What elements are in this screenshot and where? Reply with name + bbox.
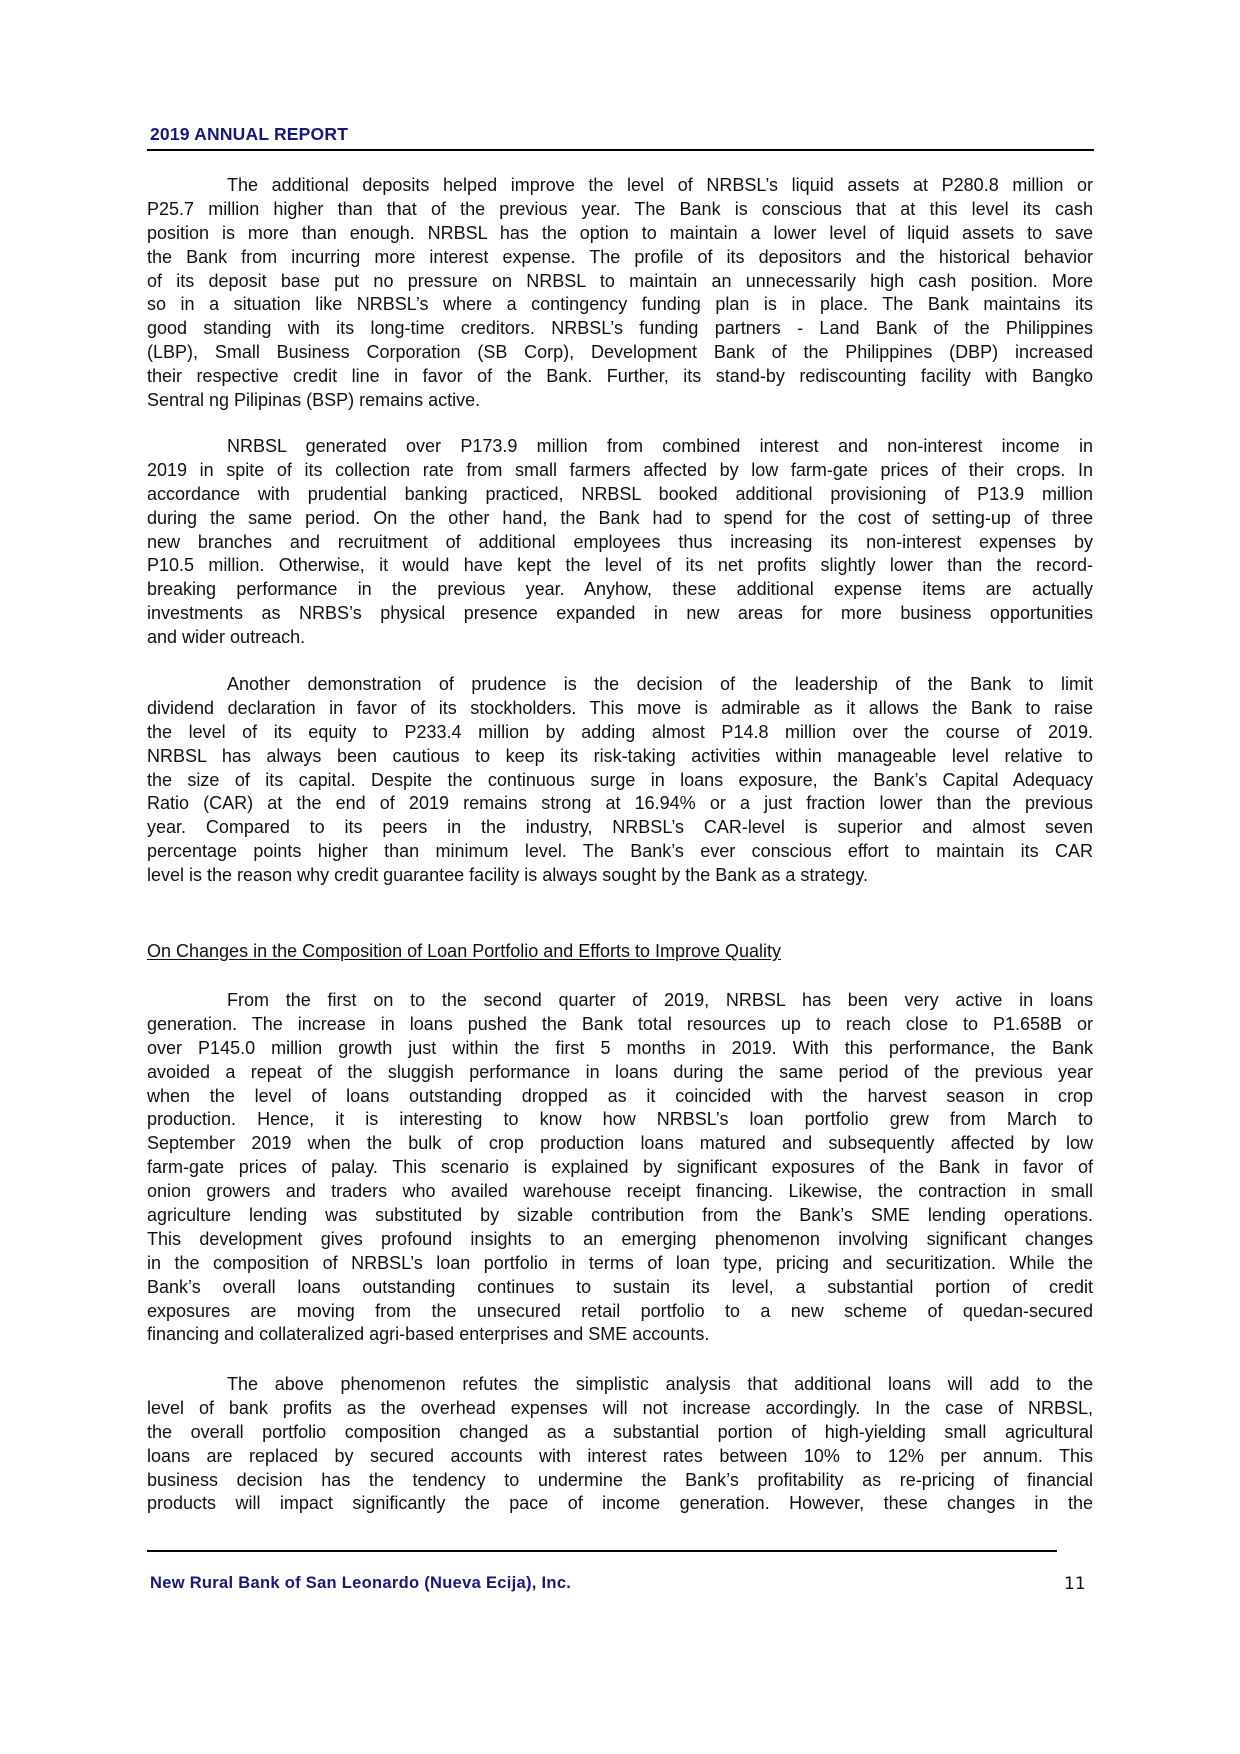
text-line: in the composition of NRBSL’s loan portfolio in terms of loan type, pricing and securitization. While the: [147, 1252, 1093, 1273]
report-header-title: 2019 ANNUAL REPORT: [150, 124, 349, 144]
text-line: and wider outreach.: [147, 627, 306, 648]
text-line: P25.7 million higher than that of the previous year. The Bank is conscious that at this level its cash: [147, 198, 1093, 219]
text-line: accordance with prudential banking practiced, NRBSL booked additional provisioning of P13.9 million: [147, 483, 1093, 504]
paragraph-equity-car: [147, 673, 1093, 888]
text-line: so in a situation like NRBSL’s where a contingency funding plan is in place. The Bank maintains its: [147, 294, 1093, 315]
text-line: their respective credit line in favor of the Bank. Further, its stand-by rediscounting facility with Bangko: [147, 366, 1093, 387]
text-line: the Bank from incurring more interest expense. The profile of its depositors and the historical behavior: [147, 246, 1093, 267]
text-line: Bank’s overall loans outstanding continues to sustain its level, a substantial portion of credit: [147, 1276, 1093, 1297]
paragraph-liquidity: [147, 174, 1093, 413]
text-line: The additional deposits helped improve the level of NRBSL’s liquid assets at P280.8 million or: [227, 175, 1093, 195]
text-line: onion growers and traders who availed warehouse receipt financing. Likewise, the contraction in small: [147, 1181, 1093, 1202]
text-line: P10.5 million. Otherwise, it would have kept the level of its net profits slightly lower than the record-: [147, 555, 1093, 576]
text-line: September 2019 when the bulk of crop production loans matured and subsequently affected by low: [147, 1133, 1093, 1154]
text-line: percentage points higher than minimum level. The Bank’s ever conscious effort to maintain its CAR: [147, 841, 1093, 862]
text-line: dividend declaration in favor of its stockholders. This move is admirable as it allows the Bank to raise: [147, 697, 1093, 718]
page-number: 11: [1064, 1574, 1086, 1594]
text-line: Ratio (CAR) at the end of 2019 remains strong at 16.94% or a just fraction lower than the previous: [147, 793, 1093, 814]
text-line: agriculture lending was substituted by sizable contribution from the Bank’s SME lending operations.: [147, 1205, 1093, 1226]
text-line: avoided a repeat of the sluggish performance in loans during the same period of the previous year: [147, 1061, 1093, 1082]
text-line: Sentral ng Pilipinas (BSP) remains active.: [147, 390, 481, 411]
text-line: when the level of loans outstanding dropped as it coincided with the harvest season in crop: [147, 1085, 1093, 1106]
text-line: breaking performance in the previous year. Anyhow, these additional expense items are actually: [147, 579, 1093, 600]
text-line: good standing with its long-time creditors. NRBSL’s funding partners - Land Bank of the Philippines: [147, 318, 1093, 339]
text-line: year. Compared to its peers in the industry, NRBSL’s CAR-level is superior and almost seven: [147, 817, 1093, 838]
text-line: NRBSL generated over P173.9 million from combined interest and non-interest income in: [227, 436, 1093, 456]
text-line: From the first on to the second quarter of 2019, NRBSL has been very active in loans: [227, 990, 1093, 1010]
text-line: new branches and recruitment of additional employees thus increasing its non-interest expenses by: [147, 531, 1093, 552]
text-line: the overall portfolio composition changed as a substantial portion of high-yielding small agricultural: [147, 1421, 1093, 1442]
text-line: (LBP), Small Business Corporation (SB Corp), Development Bank of the Philippines (DBP) increased: [147, 342, 1093, 363]
text-line: The above phenomenon refutes the simplistic analysis that additional loans will add to the: [227, 1374, 1093, 1394]
text-line: business decision has the tendency to undermine the Bank’s profitability as re-pricing of financial: [147, 1469, 1093, 1490]
section-heading: On Changes in the Composition of Loan Portfolio and Efforts to Improve Quality: [147, 941, 782, 961]
text-line: level is the reason why credit guarantee facility is always sought by the Bank as a strategy.: [147, 865, 869, 886]
text-line: the level of its equity to P233.4 million by adding almost P14.8 million over the course of 2019.: [147, 721, 1093, 742]
text-line: Another demonstration of prudence is the decision of the leadership of the Bank to limit: [227, 674, 1093, 694]
text-line: loans are replaced by secured accounts with interest rates between 10% to 12% per annum. This: [147, 1445, 1093, 1466]
text-line: 2019 in spite of its collection rate from small farmers affected by low farm-gate prices of their crops. In: [147, 459, 1093, 480]
text-line: level of bank profits as the overhead expenses will not increase accordingly. In the case of NRBSL,: [147, 1397, 1093, 1418]
paragraph-loan-portfolio: [147, 989, 1093, 1347]
text-line: exposures are moving from the unsecured retail portfolio to a new scheme of quedan-secured: [147, 1300, 1093, 1321]
text-line: investments as NRBS’s physical presence expanded in new areas for more business opportunities: [147, 603, 1093, 624]
text-line: of its deposit base put no pressure on NRBSL to maintain an unnecessarily high cash position. More: [147, 270, 1093, 291]
text-line: position is more than enough. NRBSL has the option to maintain a lower level of liquid assets to save: [147, 222, 1093, 243]
text-line: products will impact significantly the pace of income generation. However, these changes in the: [147, 1493, 1093, 1514]
text-line: generation. The increase in loans pushed the Bank total resources up to reach close to P1.658B or: [147, 1013, 1093, 1034]
footer-organization: New Rural Bank of San Leonardo (Nueva Ecija), Inc.: [150, 1574, 572, 1592]
footer-divider: [147, 1550, 1057, 1552]
text-line: over P145.0 million growth just within the first 5 months in 2019. With this performance, the Bank: [147, 1037, 1093, 1058]
text-line: production. Hence, it is interesting to know how NRBSL’s loan portfolio grew from March to: [147, 1109, 1093, 1130]
text-line: This development gives profound insights to an emerging phenomenon involving significant changes: [147, 1228, 1093, 1249]
paragraph-profitability: [147, 1373, 1093, 1516]
text-line: during the same period. On the other hand, the Bank had to spend for the cost of setting-up of three: [147, 507, 1093, 528]
text-line: the size of its capital. Despite the continuous surge in loans exposure, the Bank’s Capital Adequacy: [147, 769, 1093, 790]
text-line: financing and collateralized agri-based enterprises and SME accounts.: [147, 1324, 710, 1345]
paragraph-income: [147, 435, 1093, 650]
text-line: farm-gate prices of palay. This scenario is explained by significant exposures of the Bank in favor of: [147, 1157, 1093, 1178]
text-line: NRBSL has always been cautious to keep its risk-taking activities within manageable level relative to: [147, 745, 1093, 766]
header-divider: [147, 149, 1094, 151]
